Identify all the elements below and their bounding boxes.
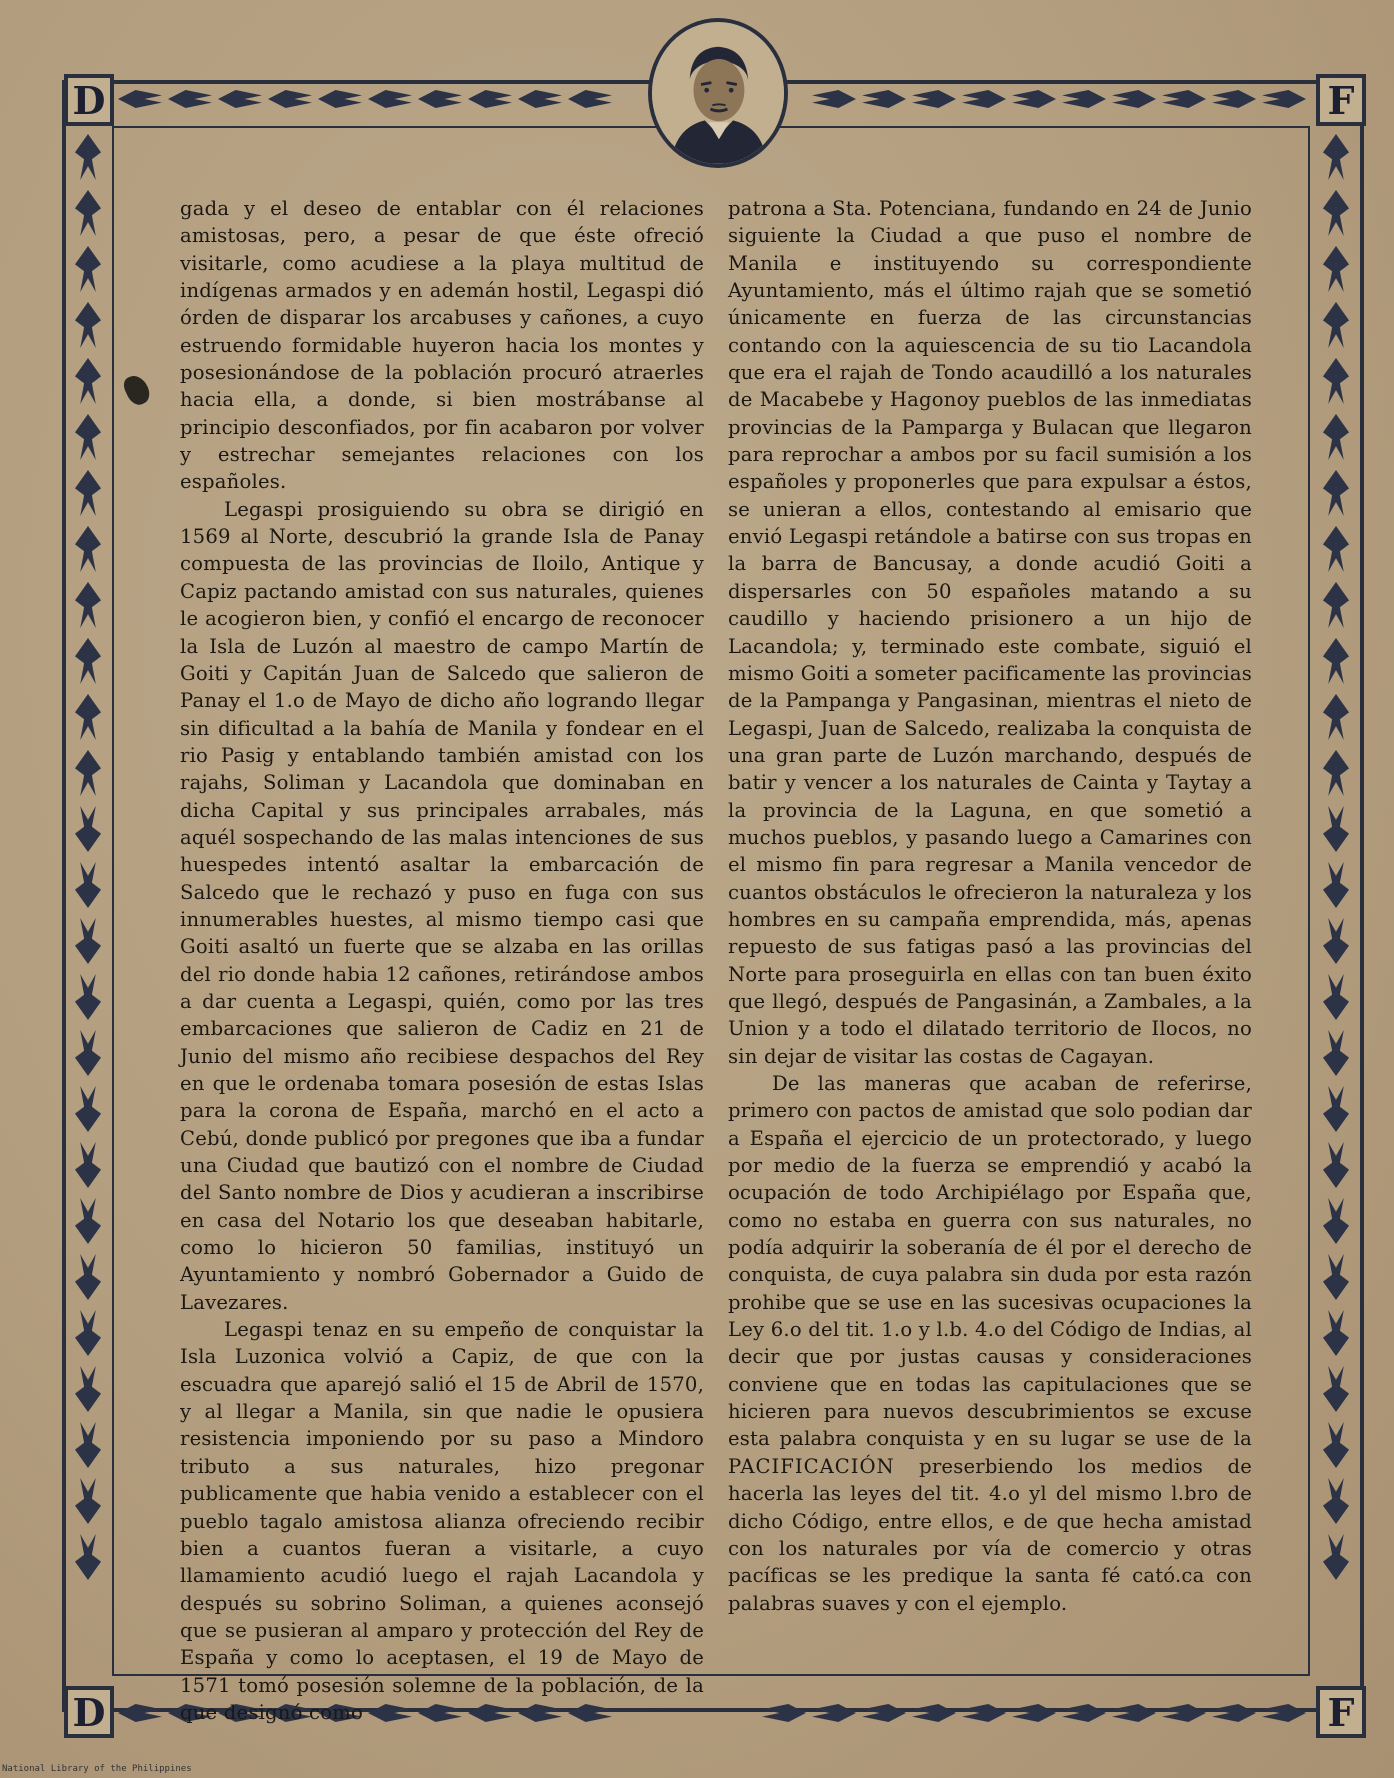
corner-letter-top-right: F — [1316, 74, 1366, 126]
library-credit: National Library of the Philippines — [2, 1764, 192, 1774]
paragraph: Legaspi tenaz en su empeño de conquistar la Isla Luzonica volvió a Capiz, de que con la escuadra que aparejó salió el 15 de Abril de 1570, y al llegar a Manila, sin que nadie le opusiera resistencia imponiendo por su paso a Mindoro tributo a sus naturales, hizo pregonar publicamente que habia venido a establecer con el pueblo tagalo amistosa alianza ofreciendo recibir bien a cuantos fueran a visitarle, a cuyo llamamiento acudió luego el rajah Lacandola y después su sobrino Soliman, a quienes aconsejó que se pusieran al amparo y protección del Rey de España y como lo aceptasen, el 19 de Mayo de 1571 tomó posesión solemne de la población, de la que designó como — [180, 1318, 704, 1724]
portrait-icon — [648, 18, 788, 168]
top-right-ornament-band — [796, 76, 1306, 122]
paragraph: gada y el deseo de entablar con él relaciones amistosas, pero, a pesar de que éste ofreció visitarle, como acudiese a la playa multitud de indígenas armados y en ademán hostil, Legaspi dió órden de disparar los arcabuses y cañones, a cuyo estruendo formidable huyeron hacia los montes y posesionándose de la población procuró atraerles hacia ella, a donde, si bien mostrábanse al principio desconfiados, por fin acabaron por volver y estrechar semejantes relaciones con los españoles. — [180, 197, 704, 494]
paragraph-text: De las maneras que acaban de referirse, primero con pactos de amistad que solo podian dar a España el ejercicio de un protectorado, y luego por medio de la fuerza se emprendió y acabó la ocupación de todo Archipiélago por España que, como no estaba en guerra con sus naturales, no podía adquirir la soberanía de él por el derecho de conquista, de cuya palabra sin duda por esta razón prohibe que se use en las sucesivas ocupaciones la Ley 6.o del tit. 1.o y l.b. 4.o del Código de Indias, al decir que por justas causas y consideraciones conviene que en todas las capitulaciones que se hicieren para nuevos descubrimientos se excuse esta palabra conquista y en su lugar se use de la — [728, 1072, 1252, 1451]
corner-letter-bottom-left: D — [64, 1686, 114, 1738]
corner-letter-bottom-right: F — [1316, 1686, 1366, 1738]
emphasis-term: PACIFICACIÓN — [728, 1454, 895, 1478]
right-column — [728, 195, 1252, 1617]
paragraph: patrona a Sta. Potenciana, fundando en 24 de Junio siguiente la Ciudad a que puso el nombre de Manila e instituyendo su correspondiente Ayuntamiento, más el último rajah que se sometió únicamente en fuerza de las circunstancias contando con la aquiescencia de su tio Lacandola que era el rajah de Tondo acaudilló a los naturales de Macabebe y Hagonoy pueblos de las inmediatas provincias de la Pamparga y Bulacan que llegaron para reprochar a ambos por su facil sumisión a los españoles y proponerles que para expulsar a éstos, se unieran a ellos, contestando al emisario que envió Legaspi retándole a batirse con sus tropas en la barra de Bancusay, a donde acudió Goiti a dispersarles con 50 españoles matando a su caudillo y haciendo prisionero a un hijo de Lacandola; y, terminado este combate, siguió el mismo Goiti a someter pacificamente las provincias de la Pampanga y Pangasinan, mientras el nieto de Legaspi, Juan de Salcedo, realizaba la conquista de una gran parte de Luzón marchando, después de batir y vencer a los naturales de Cainta y Taytay a la provincia de la Laguna, en que sometió a muchos pueblos, y pasando luego a Camarines con el mismo fin para regresar a Manila vencedor de cuantos obstáculos le ofrecieron la naturaleza y los hombres en su campaña emprendida, más, apenas repuesto de sus fatigas pasó a las provincias del Norte para proseguirla en ellas con tan buen éxito que llegó, después de Pangasinán, a Zambales, a la Union y a todo el dilatado territorio de Ilocos, no sin dejar de visitar las costas de Cagayan. — [728, 197, 1252, 1068]
paragraph: Legaspi prosiguiendo su obra se dirigió en 1569 al Norte, descubrió la grande Isla de Panay compuesta de las provincias de Iloilo, Antique y Capiz pactando amistad con sus naturales, quienes le acogieron bien, y confió el encargo de reconocer la Isla de Luzón al maestro de campo Martín de Goiti y Capitán Juan de Salcedo que salieron de Panay el 1.o de Mayo de dicho año logrando llegar sin dificultad a la bahía de Manila y fondear en el rio Pasig y entablando también amistad con los rajahs, Soliman y Lacandola que dominaban en dicha Capital y sus principales arrabales, más aquél sospechando de las malas intenciones de sus huespedes intentó asaltar la embarcación de Salcedo que le rechazó y puso en fuga con sus innumerables huestes, al mismo tiempo casi que Goiti asaltó un fuerte que se alzaba en las orillas del rio donde habia 12 cañones, retirándose ambos a dar cuenta a Legaspi, quién, como por las tres embarcaciones que salieron de Cadiz en 21 de Junio del mismo año recibiese despachos del Rey en que le ordenaba tomara posesión de estas Islas para la corona de España, marchó en el acto a Cebú, donde publicó por pregones que iba a fundar una Ciudad que bautizó con el nombre de Ciudad del Santo nombre de Dios y acudieran a inscribirse en casa del Notario los que deseaban habitarle, como lo hicieron 50 familias, instituyó un Ayuntamiento y nombró Gobernador a Guido de Lavezares. — [180, 497, 704, 1314]
right-ornament-band — [1316, 134, 1356, 1682]
bottom-right-ornament-band — [700, 1690, 1306, 1736]
corner-letter-top-left: D — [64, 74, 114, 126]
left-ornament-band — [68, 134, 108, 1682]
left-column — [180, 195, 704, 1726]
paragraph-text: preserbiendo los medios de hacerla las leyes del tit. 4.o yl del mismo l.bro de dicho Código, entre ellos, e de que hecha amistad con los naturales por vía de comercio y otras pacíficas se les predique la santa fé cató.ca con palabras suaves y con el ejemplo. — [728, 1454, 1252, 1615]
top-left-ornament-band — [118, 76, 640, 122]
paragraph — [728, 1070, 1252, 1617]
